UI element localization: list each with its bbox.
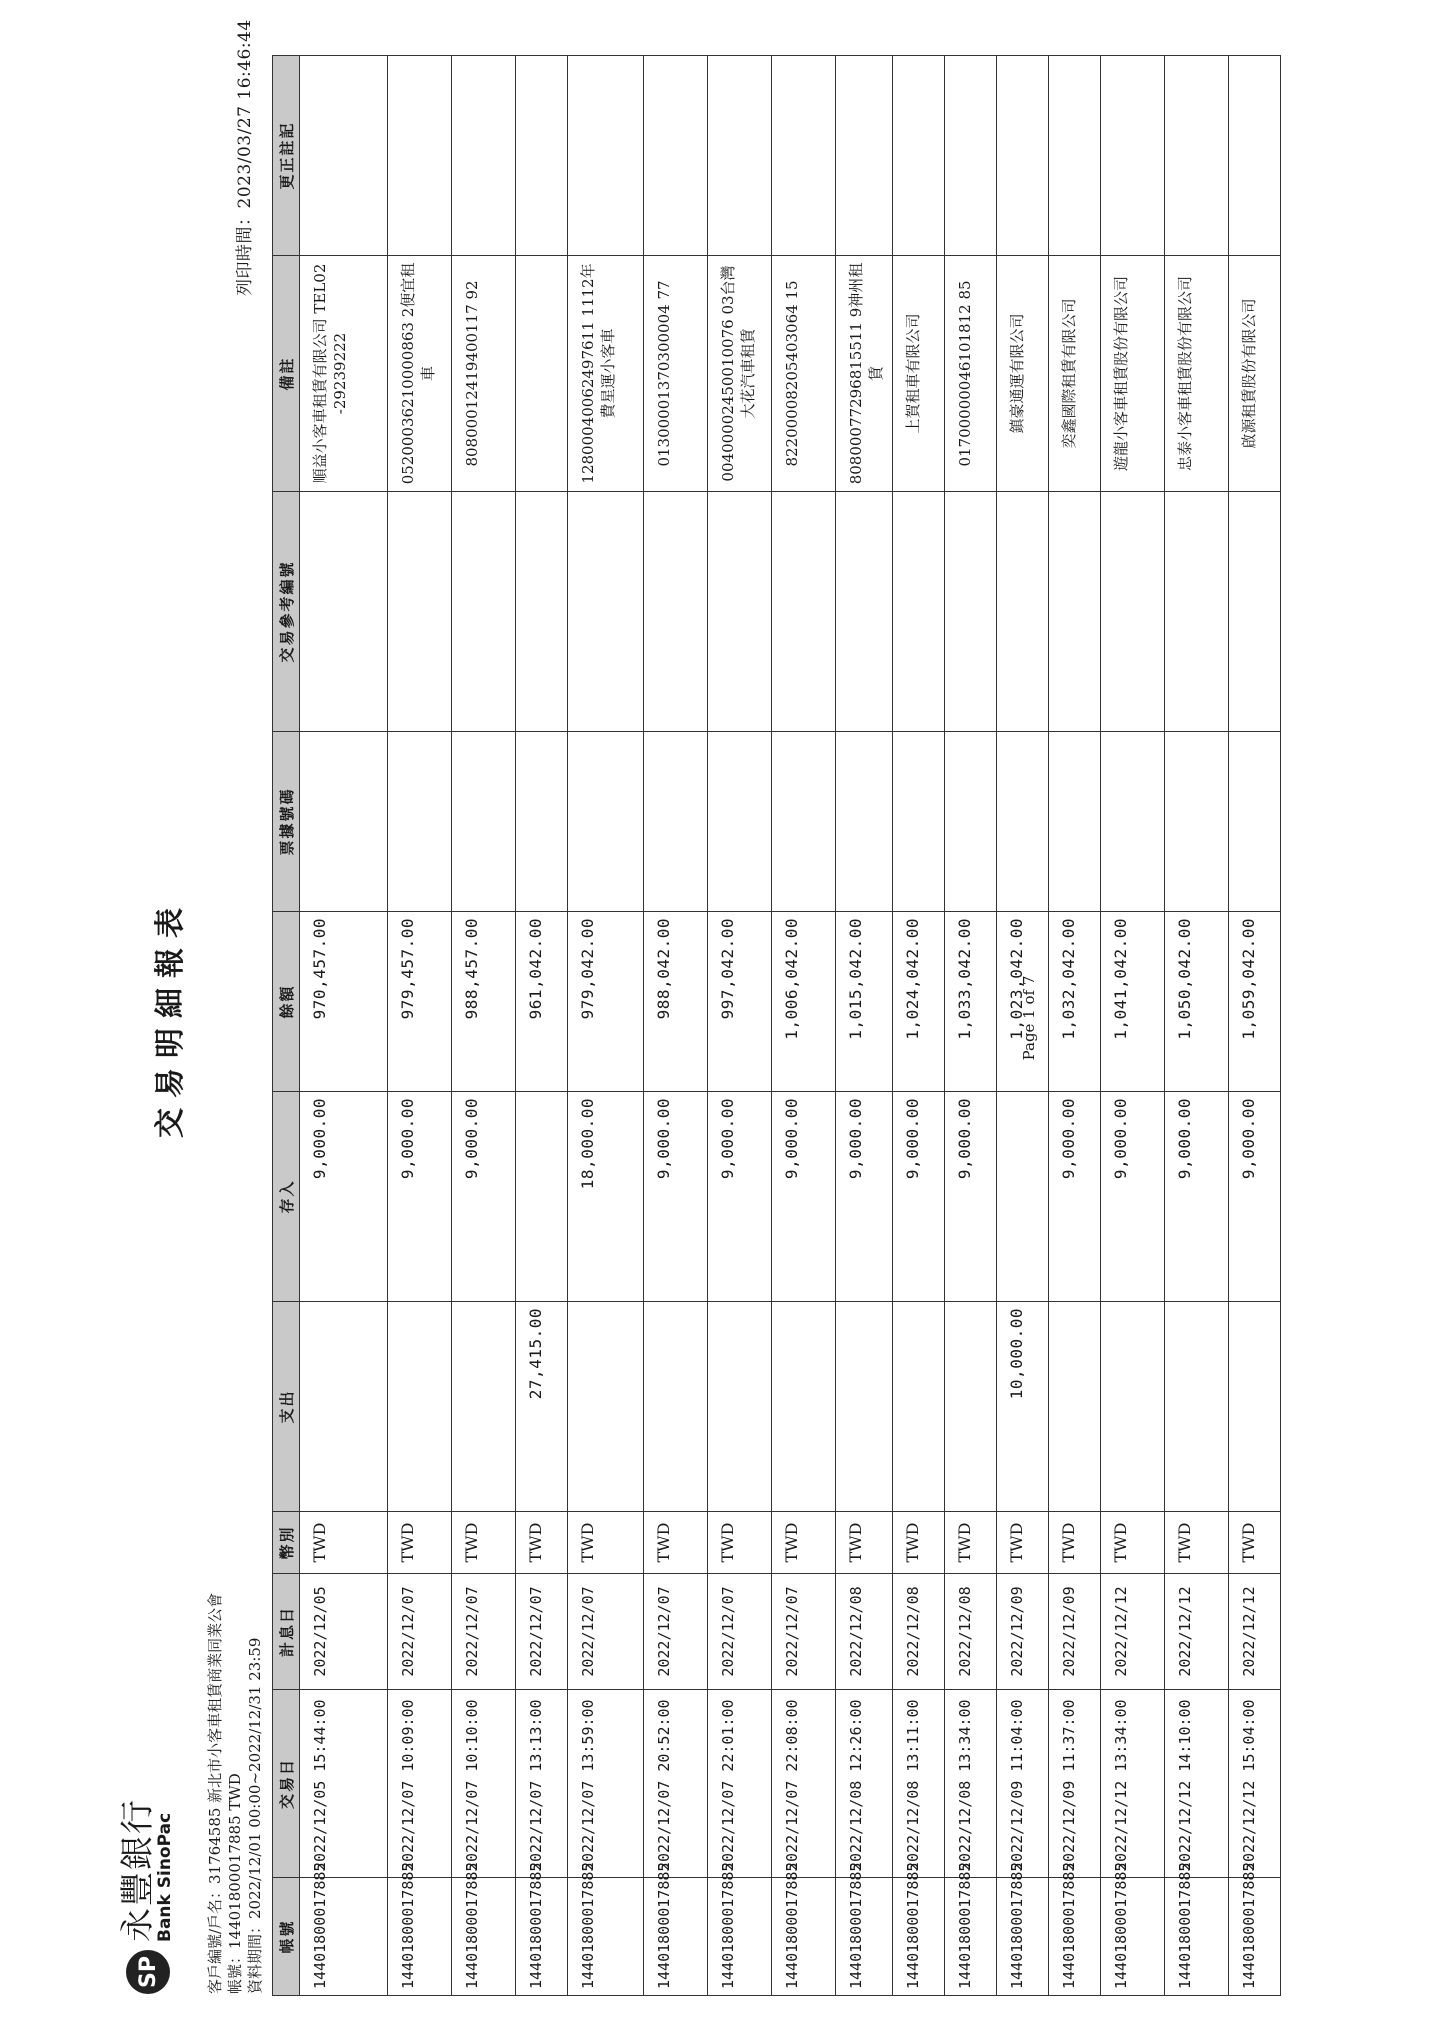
cell-memo: 80800077296815511 9神州租賃 (836, 256, 893, 492)
cell-debit (1165, 1302, 1229, 1512)
transaction-rows (300, 56, 1281, 1996)
cell-correction (644, 56, 708, 256)
cell-account: 14401800017885 (1049, 1878, 1101, 1996)
cell-account: 14401800017885 (644, 1878, 708, 1996)
cell-currency: TWD (1049, 1512, 1101, 1574)
cell-cheque (568, 732, 644, 912)
cell-balance: 997,042.00 (708, 912, 772, 1092)
cell-memo: 遊龍小客車租賃股份有限公司 (1101, 256, 1165, 492)
cell-balance: 1,041,042.00 (1101, 912, 1165, 1092)
cell-ref (300, 492, 388, 732)
cell-balance: 1,050,042.00 (1165, 912, 1229, 1092)
col-header-cheque: 票據號碼 (273, 732, 300, 912)
cell-memo: 00400002450010076 03台灣大花汽車租賃 (708, 256, 772, 492)
account-info: 帳號：14401800017885 TWD (226, 1773, 244, 1994)
page-number: Page 1 of 7 (1020, 975, 1038, 1061)
cell-balance: 970,457.00 (300, 912, 388, 1092)
cell-txn-date: 2022/12/07 13:59:00 (568, 1690, 644, 1878)
cell-txn-date: 2022/12/07 22:01:00 (708, 1690, 772, 1878)
cell-credit: 9,000.00 (644, 1092, 708, 1302)
cell-txn-date: 2022/12/09 11:37:00 (1049, 1690, 1101, 1878)
cell-correction (945, 56, 997, 256)
table-row (1229, 56, 1281, 1996)
cell-value-date: 2022/12/08 (836, 1574, 893, 1690)
col-header-memo: 備註 (273, 256, 300, 492)
cell-currency: TWD (836, 1512, 893, 1574)
cell-balance: 1,006,042.00 (772, 912, 836, 1092)
cell-ref (836, 492, 893, 732)
cell-debit (836, 1302, 893, 1512)
cell-cheque (1229, 732, 1281, 912)
cell-account: 14401800017885 (836, 1878, 893, 1996)
cell-txn-date: 2022/12/09 11:04:00 (997, 1690, 1049, 1878)
cell-txn-date: 2022/12/12 14:10:00 (1165, 1690, 1229, 1878)
cell-cheque (708, 732, 772, 912)
cell-account: 14401800017885 (893, 1878, 945, 1996)
cell-debit (893, 1302, 945, 1512)
cell-value-date: 2022/12/09 (1049, 1574, 1101, 1690)
table-row (568, 56, 644, 1996)
cell-correction (1101, 56, 1165, 256)
cell-balance: 988,457.00 (452, 912, 516, 1092)
cell-credit: 9,000.00 (836, 1092, 893, 1302)
table-row (300, 56, 388, 1996)
cell-account: 14401800017885 (452, 1878, 516, 1996)
cell-account: 14401800017885 (568, 1878, 644, 1996)
cell-value-date: 2022/12/05 (300, 1574, 388, 1690)
cell-ref (1049, 492, 1101, 732)
cell-debit (945, 1302, 997, 1512)
cell-currency: TWD (1165, 1512, 1229, 1574)
cell-correction (388, 56, 452, 256)
cell-value-date: 2022/12/07 (452, 1574, 516, 1690)
cell-balance: 1,033,042.00 (945, 912, 997, 1092)
cell-value-date: 2022/12/07 (568, 1574, 644, 1690)
cell-account: 14401800017885 (1229, 1878, 1281, 1996)
cell-currency: TWD (772, 1512, 836, 1574)
col-header-txn-date: 交易日 (273, 1690, 300, 1878)
cell-txn-date: 2022/12/08 13:34:00 (945, 1690, 997, 1878)
cell-account: 14401800017885 (945, 1878, 997, 1996)
cell-correction (452, 56, 516, 256)
cell-credit: 9,000.00 (1165, 1092, 1229, 1302)
cell-correction (836, 56, 893, 256)
table-row (1165, 56, 1229, 1996)
cell-cheque (452, 732, 516, 912)
customer-info: 客戶編號/戶名：31764585 新北市小客車租賃商業同業公會 (206, 1592, 224, 1994)
cell-credit: 9,000.00 (945, 1092, 997, 1302)
cell-memo: 忠泰小客車租賃股份有限公司 (1165, 256, 1229, 492)
report-title: 交易明細報表 (153, 898, 188, 1138)
cell-currency: TWD (997, 1512, 1049, 1574)
cell-currency: TWD (1101, 1512, 1165, 1574)
cell-ref (945, 492, 997, 732)
table-row (1101, 56, 1165, 1996)
cell-txn-date: 2022/12/08 13:11:00 (893, 1690, 945, 1878)
cell-balance: 1,015,042.00 (836, 912, 893, 1092)
cell-value-date: 2022/12/07 (772, 1574, 836, 1690)
cell-memo: 奕鑫國際租賃有限公司 (1049, 256, 1101, 492)
cell-balance: 961,042.00 (516, 912, 568, 1092)
cell-txn-date: 2022/12/07 10:09:00 (388, 1690, 452, 1878)
cell-account: 14401800017885 (300, 1878, 388, 1996)
cell-debit (708, 1302, 772, 1512)
table-row (516, 56, 568, 1996)
cell-memo: 順益小客車租賃有限公司 TEL02-29239222 (300, 256, 388, 492)
cell-txn-date: 2022/12/05 15:44:00 (300, 1690, 388, 1878)
cell-txn-date: 2022/12/07 13:13:00 (516, 1690, 568, 1878)
cell-currency: TWD (708, 1512, 772, 1574)
cell-account: 14401800017885 (1165, 1878, 1229, 1996)
table-row (452, 56, 516, 1996)
cell-ref (1165, 492, 1229, 732)
cell-value-date: 2022/12/12 (1101, 1574, 1165, 1690)
sinopac-logo-icon: SP (126, 1950, 170, 1994)
cell-ref (772, 492, 836, 732)
table-row (772, 56, 836, 1996)
cell-account: 14401800017885 (516, 1878, 568, 1996)
cell-credit: 9,000.00 (1229, 1092, 1281, 1302)
col-header-account: 帳號 (273, 1878, 300, 1996)
col-header-debit: 支出 (273, 1302, 300, 1512)
cell-correction (772, 56, 836, 256)
cell-account: 14401800017885 (388, 1878, 452, 1996)
cell-memo: 82200008205403064 15 (772, 256, 836, 492)
cell-credit (516, 1092, 568, 1302)
cell-memo: 上賀租車有限公司 (893, 256, 945, 492)
cell-ref (388, 492, 452, 732)
cell-credit: 9,000.00 (1101, 1092, 1165, 1302)
cell-correction (708, 56, 772, 256)
cell-txn-date: 2022/12/07 20:52:00 (644, 1690, 708, 1878)
cell-balance: 988,042.00 (644, 912, 708, 1092)
cell-memo (516, 256, 568, 492)
cell-value-date: 2022/12/12 (1165, 1574, 1229, 1690)
cell-memo: 01300001370300004 77 (644, 256, 708, 492)
cell-value-date: 2022/12/07 (708, 1574, 772, 1690)
cell-txn-date: 2022/12/12 15:04:00 (1229, 1690, 1281, 1878)
cell-currency: TWD (516, 1512, 568, 1574)
cell-correction (568, 56, 644, 256)
cell-account: 14401800017885 (772, 1878, 836, 1996)
cell-cheque (516, 732, 568, 912)
cell-cheque (300, 732, 388, 912)
cell-currency: TWD (644, 1512, 708, 1574)
period-info: 資料期間：2022/12/01 00:00~2022/12/31 23:59 (246, 1637, 264, 1994)
transaction-table (272, 55, 1281, 1996)
cell-cheque (1101, 732, 1165, 912)
cell-currency: TWD (300, 1512, 388, 1574)
cell-ref (1229, 492, 1281, 732)
cell-credit: 9,000.00 (893, 1092, 945, 1302)
cell-value-date: 2022/12/08 (893, 1574, 945, 1690)
cell-currency: TWD (945, 1512, 997, 1574)
cell-ref (452, 492, 516, 732)
cell-memo: 12800040062497611 1112年費星運小客車 (568, 256, 644, 492)
col-header-correction: 更正註記 (273, 56, 300, 256)
cell-debit (388, 1302, 452, 1512)
col-header-credit: 存入 (273, 1092, 300, 1302)
cell-credit: 9,000.00 (300, 1092, 388, 1302)
cell-account: 14401800017885 (1101, 1878, 1165, 1996)
cell-currency: TWD (893, 1512, 945, 1574)
cell-debit (452, 1302, 516, 1512)
cell-account: 14401800017885 (997, 1878, 1049, 1996)
table-row (893, 56, 945, 1996)
cell-txn-date: 2022/12/12 13:34:00 (1101, 1690, 1165, 1878)
cell-debit (772, 1302, 836, 1512)
table-row (388, 56, 452, 1996)
cell-value-date: 2022/12/07 (644, 1574, 708, 1690)
col-header-balance: 餘額 (273, 912, 300, 1092)
cell-credit: 9,000.00 (452, 1092, 516, 1302)
cell-debit: 10,000.00 (997, 1302, 1049, 1512)
cell-debit: 27,415.00 (516, 1302, 568, 1512)
cell-value-date: 2022/12/08 (945, 1574, 997, 1690)
cell-ref (644, 492, 708, 732)
table-row (1049, 56, 1101, 1996)
cell-currency: TWD (568, 1512, 644, 1574)
cell-debit (300, 1302, 388, 1512)
cell-memo: 鎮豪通運有限公司 (997, 256, 1049, 492)
cell-debit (568, 1302, 644, 1512)
cell-correction (1049, 56, 1101, 256)
cell-cheque (772, 732, 836, 912)
cell-cheque (893, 732, 945, 912)
cell-credit: 9,000.00 (1049, 1092, 1101, 1302)
cell-debit (1101, 1302, 1165, 1512)
cell-credit: 18,000.00 (568, 1092, 644, 1302)
cell-cheque (1165, 732, 1229, 912)
cell-correction (516, 56, 568, 256)
cell-memo: 80800012419400117 92 (452, 256, 516, 492)
col-header-currency: 幣別 (273, 1512, 300, 1574)
cell-balance: 1,059,042.00 (1229, 912, 1281, 1092)
cell-credit: 9,000.00 (708, 1092, 772, 1302)
cell-value-date: 2022/12/09 (997, 1574, 1049, 1690)
cell-debit (644, 1302, 708, 1512)
cell-balance: 1,032,042.00 (1049, 912, 1101, 1092)
cell-balance: 979,042.00 (568, 912, 644, 1092)
cell-ref (708, 492, 772, 732)
cell-memo: 05200036210000863 2便宜租車 (388, 256, 452, 492)
cell-value-date: 2022/12/07 (516, 1574, 568, 1690)
table-row (644, 56, 708, 1996)
cell-balance: 1,024,042.00 (893, 912, 945, 1092)
table-row (836, 56, 893, 1996)
cell-txn-date: 2022/12/08 12:26:00 (836, 1690, 893, 1878)
cell-txn-date: 2022/12/07 22:08:00 (772, 1690, 836, 1878)
bank-name-zh: 永豐銀行 (118, 1798, 159, 1942)
cell-currency: TWD (1229, 1512, 1281, 1574)
table-row (945, 56, 997, 1996)
cell-currency: TWD (388, 1512, 452, 1574)
cell-value-date: 2022/12/07 (388, 1574, 452, 1690)
cell-debit (1229, 1302, 1281, 1512)
bank-name-en: Bank SinoPac (154, 1812, 175, 1942)
cell-cheque (388, 732, 452, 912)
cell-txn-date: 2022/12/07 10:10:00 (452, 1690, 516, 1878)
account-meta (205, 1593, 265, 1994)
cell-correction (1229, 56, 1281, 256)
cell-ref (893, 492, 945, 732)
cell-cheque (1049, 732, 1101, 912)
print-time: 列印時間：2023/03/27 16:46:44 (235, 19, 255, 296)
cell-value-date: 2022/12/12 (1229, 1574, 1281, 1690)
cell-credit: 9,000.00 (388, 1092, 452, 1302)
cell-debit (1049, 1302, 1101, 1512)
cell-correction (893, 56, 945, 256)
cell-correction (1165, 56, 1229, 256)
cell-memo: 啟源租賃股份有限公司 (1229, 256, 1281, 492)
cell-memo: 01700000046101812 85 (945, 256, 997, 492)
cell-credit: 9,000.00 (772, 1092, 836, 1302)
cell-cheque (836, 732, 893, 912)
col-header-ref: 交易參考編號 (273, 492, 300, 732)
cell-correction (300, 56, 388, 256)
cell-currency: TWD (452, 1512, 516, 1574)
cell-balance: 1,023,042.00 (997, 912, 1049, 1092)
cell-ref (568, 492, 644, 732)
cell-balance: 979,457.00 (388, 912, 452, 1092)
cell-cheque (945, 732, 997, 912)
cell-account: 14401800017885 (708, 1878, 772, 1996)
table-header-row (273, 56, 300, 1996)
table-row (708, 56, 772, 1996)
col-header-value-date: 計息日 (273, 1574, 300, 1690)
cell-cheque (644, 732, 708, 912)
cell-ref (1101, 492, 1165, 732)
cell-ref (516, 492, 568, 732)
